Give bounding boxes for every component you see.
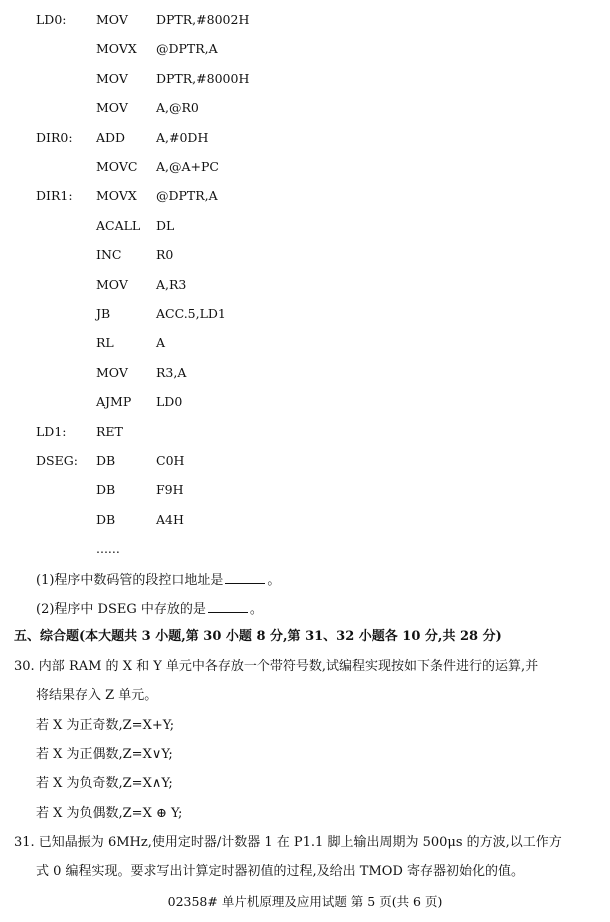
code-operand: F9H xyxy=(156,482,184,497)
code-instruction: JB xyxy=(96,306,111,321)
code-label: DIR0: xyxy=(36,130,73,145)
condition-case: 若 X 为负偶数,Z=X ⊕ Y; xyxy=(36,806,183,821)
code-operand: A,#0DH xyxy=(156,130,209,145)
code-operand: R3,A xyxy=(156,365,187,380)
sub-question-2-end: 。 xyxy=(249,602,263,617)
answer-blank-2 xyxy=(208,600,248,613)
sub-question-2 xyxy=(36,600,263,618)
code-label: LD1: xyxy=(36,424,67,439)
section-heading: 五、综合题(本大题共 3 小题,第 30 小题 8 分,第 31、32 小题各 10 分,共 28 分) xyxy=(14,629,502,644)
sub-question-1-text: (1)程序中数码管的段控口地址是 xyxy=(36,573,224,588)
code-operand: A,@A+PC xyxy=(156,159,219,174)
sub-question-1 xyxy=(36,571,280,589)
code-instruction: MOVC xyxy=(96,159,138,174)
code-operand: @DPTR,A xyxy=(156,188,218,203)
code-instruction: ADD xyxy=(96,130,126,145)
question-30-line-2: 将结果存入 Z 单元。 xyxy=(36,688,158,703)
code-instruction: RET xyxy=(96,424,123,439)
code-instruction: INC xyxy=(96,247,122,262)
code-label: DSEG: xyxy=(36,453,78,468)
code-instruction: RL xyxy=(96,335,114,350)
code-instruction: DB xyxy=(96,512,116,527)
code-instruction: MOVX xyxy=(96,41,137,56)
code-instruction: MOV xyxy=(96,12,128,27)
code-operand: ACC.5,LD1 xyxy=(156,306,226,321)
code-instruction: DB xyxy=(96,482,116,497)
code-operand: A xyxy=(156,335,166,350)
sub-question-2-text: (2)程序中 DSEG 中存放的是 xyxy=(36,602,206,617)
code-instruction: MOV xyxy=(96,365,128,380)
code-instruction: DB xyxy=(96,453,116,468)
code-operand: C0H xyxy=(156,453,185,468)
code-label: DIR1: xyxy=(36,188,73,203)
code-operand: R0 xyxy=(156,247,174,262)
code-instruction: MOV xyxy=(96,100,128,115)
question-30-line-1: 30. 内部 RAM 的 X 和 Y 单元中各存放一个带符号数,试编程实现按如下条件进行的运算,并 xyxy=(14,659,539,674)
code-operand: A4H xyxy=(156,512,184,527)
page-footer: 02358# 单片机原理及应用试题 第 5 页(共 6 页) xyxy=(167,894,443,909)
code-operand: A,R3 xyxy=(156,277,187,292)
code-operand: A,@R0 xyxy=(156,100,199,115)
code-instruction: MOV xyxy=(96,277,128,292)
question-31-line-2: 式 0 编程实现。要求写出计算定时器初值的过程,及给出 TMOD 寄存器初始化的值。 xyxy=(36,864,524,879)
condition-case: 若 X 为正偶数,Z=X∨Y; xyxy=(36,747,173,762)
condition-case: 若 X 为负奇数,Z=X∧Y; xyxy=(36,776,173,791)
answer-blank-1 xyxy=(225,571,265,584)
code-operand: DPTR,#8000H xyxy=(156,71,250,86)
code-instruction: ...... xyxy=(96,541,120,556)
condition-case: 若 X 为正奇数,Z=X+Y; xyxy=(36,718,175,733)
code-instruction: ACALL xyxy=(96,218,141,233)
sub-question-1-end: 。 xyxy=(267,573,281,588)
code-operand: DPTR,#8002H xyxy=(156,12,250,27)
code-label: LD0: xyxy=(36,12,67,27)
code-operand: DL xyxy=(156,218,175,233)
code-instruction: AJMP xyxy=(96,394,132,409)
question-31-line-1: 31. 已知晶振为 6MHz,使用定时器/计数器 1 在 P1.1 脚上输出周期为 500μs 的方波,以工作方 xyxy=(14,835,562,850)
code-instruction: MOV xyxy=(96,71,128,86)
code-operand: @DPTR,A xyxy=(156,41,218,56)
code-operand: LD0 xyxy=(156,394,183,409)
code-instruction: MOVX xyxy=(96,188,137,203)
